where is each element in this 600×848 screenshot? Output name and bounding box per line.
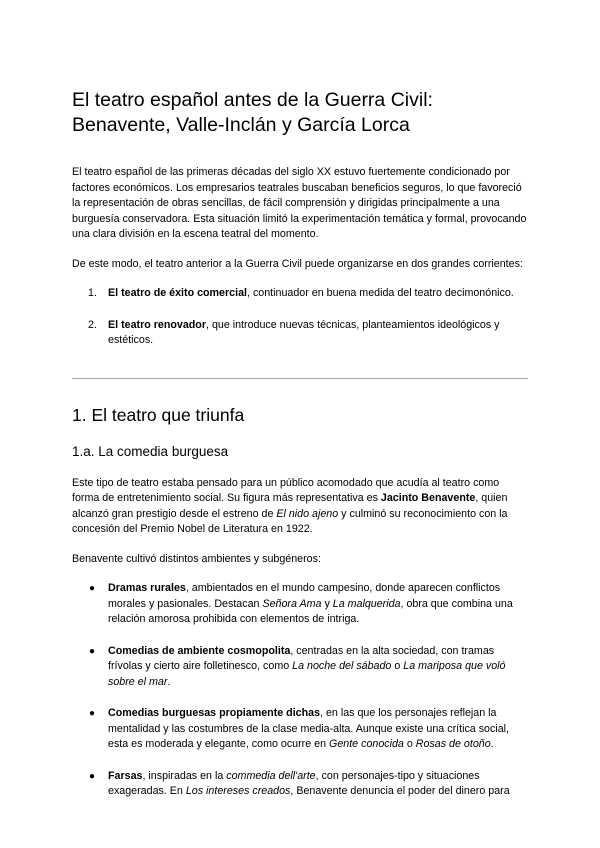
text-run: o: [403, 738, 416, 750]
section-heading: 1. El teatro que triunfa: [72, 404, 245, 425]
list-number: 1.: [88, 287, 97, 299]
work-title: El nido ajeno: [276, 507, 339, 520]
current-name: El teatro renovador: [108, 318, 206, 331]
bullet-icon: ●: [89, 583, 96, 594]
genre-item-4: [72, 769, 528, 800]
intro-paragraph-2: De este modo, el teatro anterior a la Guerra Civil puede organizarse en dos grandes corrientes:: [72, 257, 523, 270]
bullet-icon: ●: [89, 708, 96, 719]
current-description: , que introduce nuevas técnicas, planteamientos ideológicos y estéticos.: [108, 318, 500, 346]
work-title: Señora Ama: [262, 597, 322, 610]
text-run: , ambientados en el mundo campesino, donde aparecen conflictos morales y pasionales. Destacan: [108, 582, 501, 610]
text-run: .: [167, 675, 171, 688]
text-run: y culminó su reconocimiento con la concesión del Premio Nobel de Literatura en 1922.: [72, 507, 508, 535]
intro-paragraph-1: El teatro español de las primeras décadas del siglo XX estuvo fuertemente condicionado por factores económicos. Los empresarios teatrales buscaban beneficios seguros, lo que favoreció la representación de obras sencillas, de fácil comprensión y dirigidas principalmente a una burguesía conservadora. Esta situación limitó la experimentación temática y formal, provocando una clara división en la escena teatral del momento.: [72, 166, 527, 240]
author-name: Jacinto Benavente: [380, 492, 476, 504]
work-title: Gente conocida: [329, 738, 404, 750]
document-title: El teatro español antes de la Guerra Civil: Benavente, Valle-Inclán y García Lorca: [72, 89, 433, 136]
bullet-icon: ●: [89, 770, 96, 782]
text-run: , quien alcanzó gran prestigio desde el estreno de: [72, 492, 508, 520]
genre-name: Farsas: [108, 769, 143, 782]
current-item-2: [72, 318, 528, 349]
genre-item-1: [72, 581, 528, 628]
work-title: Los intereses creados: [185, 785, 291, 797]
text-run: .: [490, 738, 494, 750]
genre-item-3: [72, 706, 528, 753]
text-run: , obra que combina una relación amorosa prohibida con elementos de intriga.: [108, 597, 513, 625]
bullet-icon: ●: [89, 645, 96, 657]
current-name: El teatro de éxito comercial: [108, 287, 247, 299]
text-run: o: [391, 660, 404, 672]
work-title: La mariposa que voló sobre el mar: [108, 660, 506, 688]
genre-name: Dramas rurales: [108, 582, 186, 594]
genres-intro: Benavente cultivó distintos ambientes y subgéneros:: [72, 552, 321, 565]
text-run: , en las que los personajes reflejan la mentalidad y las costumbres de la clase media-alta. Aunque existe una crítica social, esta es moderada y elegante, como ocurre en: [108, 707, 509, 750]
genre-name: Comedias burguesas propiamente dichas: [108, 707, 321, 719]
text-run: , Benavente denuncia el poder del dinero para: [290, 785, 510, 797]
current-item-1: [72, 286, 528, 302]
text-run: , inspiradas en la: [142, 769, 227, 782]
genres-list: [72, 581, 528, 800]
text-run: Este tipo de teatro estaba pensado para un público acomodado que acudía al teatro como forma de entretenimiento social. Su figura más representativa es: [72, 476, 500, 504]
work-title: La noche del sábado: [292, 660, 392, 672]
genre-item-2: [72, 644, 528, 691]
genre-name: Comedias de ambiente cosmopolita: [108, 644, 291, 657]
subsection-heading: 1.a. La comedia burguesa: [72, 443, 229, 459]
work-title: La malquerida: [332, 597, 401, 610]
text-run: , con personajes-tipo y situaciones exageradas. En: [108, 769, 480, 797]
benavente-paragraph: [72, 476, 528, 538]
horizontal-divider: [72, 378, 528, 379]
work-title: commedia dell'arte: [226, 769, 316, 782]
list-number: 2.: [88, 318, 97, 331]
current-description: , continuador en buena medida del teatro decimonónico.: [247, 287, 514, 299]
currents-list: [72, 286, 528, 349]
text-run: y: [321, 597, 333, 610]
work-title: Rosas de otoño: [415, 738, 491, 750]
text-run: , centradas en la alta sociedad, con tramas frívolas y cierto aire folletinesco, como: [108, 644, 495, 672]
